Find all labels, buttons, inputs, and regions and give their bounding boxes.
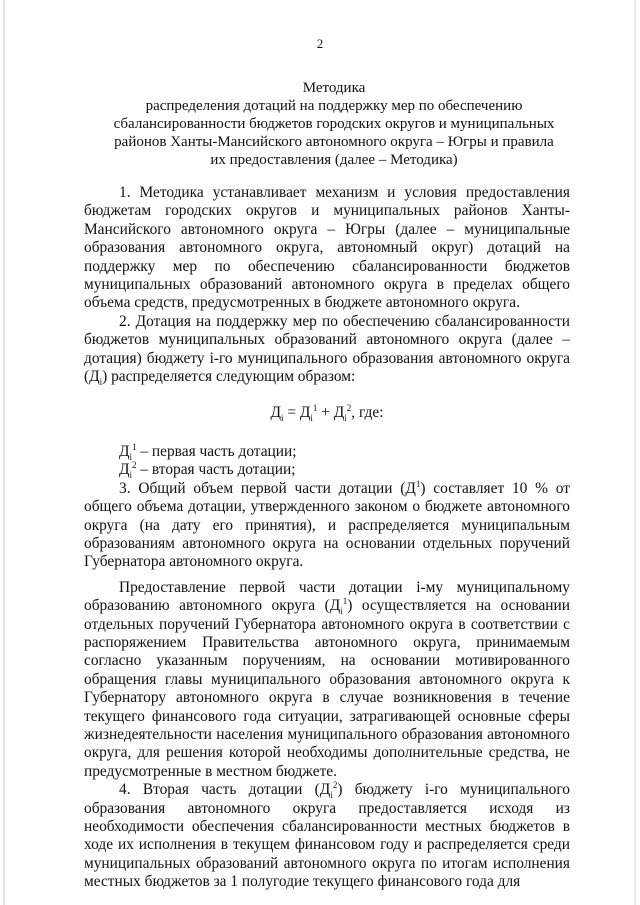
formula-lhs-sub: i: [281, 413, 284, 424]
document-title: [84, 79, 584, 169]
title-line-2: распределения дотаций на поддержку мер по обеспечению: [145, 98, 523, 114]
document-body: [84, 184, 570, 892]
title-line-4: районов Ханты-Мансийского автономного округа – Югры и правила: [114, 134, 554, 150]
paragraph-2-sub: i: [99, 377, 103, 388]
page-number: 2: [316, 36, 324, 51]
paragraph-2-text-b: ) распределяется следующим образом:: [102, 368, 356, 386]
formula-term2-sub: i: [344, 413, 347, 424]
formula-plus: + Д: [317, 404, 345, 422]
paragraph-5-sup: 2: [332, 780, 338, 791]
paragraph-3-sup: 1: [415, 478, 421, 489]
title-line-1: Методика: [302, 80, 366, 96]
paragraph-5-text-a: 4. Вторая часть дотации (Д: [119, 781, 331, 799]
paragraph-4: [84, 579, 570, 781]
definition-1-sup: 1: [132, 441, 137, 452]
formula: [84, 404, 570, 422]
scan-edge-left: [3, 0, 5, 905]
formula-term1-sub: i: [310, 413, 313, 424]
paragraph-3: [84, 480, 570, 572]
paragraph-5-text-b: ) бюджету i-го муниципального образования автономного округа предоставляется исходя из необходимости обеспечения сбалансированности местных бюджетов в ходе их исполнения в текущем финансовом году и распределяется среди муниципальных образований автономного округа по итогам исполнения местных бюджетов за 1 полугодие текущего финансового года для: [84, 781, 570, 891]
paragraph-2-text-a: 2. Дотация на поддержку мер по обеспечению сбалансированности бюджетов муниципальных образований автономного округа (далее – дотация) бюджету i-го муниципального образования автономного округа (Д: [84, 312, 570, 386]
definition-2-text: – вторая часть дотации;: [136, 461, 296, 479]
formula-eq: = Д: [283, 404, 311, 422]
paragraph-4-text-a: Предоставление первой части дотации i-му муниципальному образованию автономного округа (Д: [84, 578, 570, 615]
paragraph-4-sub: i: [340, 606, 343, 617]
definition-1-text: – первая часть дотации;: [136, 442, 297, 460]
definition-2-symbol: Д: [119, 461, 130, 479]
paragraph-3-text-a: 3. Общий объем первой части дотации (Д: [119, 479, 416, 497]
paragraph-gap: [84, 572, 570, 579]
formula-lhs: Д: [270, 404, 281, 422]
paragraph-5: [84, 781, 570, 891]
paragraph-5-sub: i: [330, 790, 333, 801]
definition-1-symbol: Д: [119, 442, 130, 460]
scan-edge-right: [634, 0, 636, 905]
paragraph-4-text-b: ) осуществляется на основании отдельных поручений Губернатора автономного округа в соответствии с распоряжением Правительства автономного округа, принимаемым согласно указанным поручениям, на основании мотивированного обращения главы муниципального образования автономного округа к Губернатору автономного округа в случае возникновения в течение текущего финансового года ситуации, затрагивающей основные сферы жизнедеятельности населения муниципального образования автономного округа, для решения которой необходимы дополнительные средства, не предусмотренные в местном бюджете.: [84, 597, 570, 780]
paragraph-3-text-b: ) составляет 10 % от общего объема дотации, утвержденного законом о бюджете автономного округа (на дату его принятия), и распределяется муниципальным образованиям автономного округа на основании отдельных поручений Губернатора автономного округа.: [84, 479, 570, 571]
paragraph-2: [84, 313, 570, 387]
formula-tail: , где:: [351, 404, 384, 422]
title-line-3: сбалансированности бюджетов городских округов и муниципальных: [113, 116, 555, 132]
title-line-5: их предоставления (далее – Методика): [210, 152, 458, 168]
formula-term2-sup: 2: [346, 403, 352, 414]
definition-2-sup: 2: [132, 460, 137, 471]
paragraph-4-sup: 1: [342, 596, 348, 606]
definition-1: [84, 443, 570, 461]
paragraph-1: 1. Методика устанавливает механизм и условия предоставления бюджетам городских округов и муниципальных районов Ханты-Мансийского автономного округа – Югры (далее – муниципальные образования автономного округа, автономный округ) дотаций на поддержку мер по обеспечению сбалансированности бюджетов муниципальных образований автономного округа в пределах общего объема средств, предусмотренных в бюджете автономного округа.: [84, 184, 570, 312]
definition-2: [84, 461, 570, 479]
definition-1-sub: i: [129, 451, 133, 462]
definition-2-sub: i: [129, 470, 133, 481]
formula-term1-sup: 1: [312, 403, 318, 414]
